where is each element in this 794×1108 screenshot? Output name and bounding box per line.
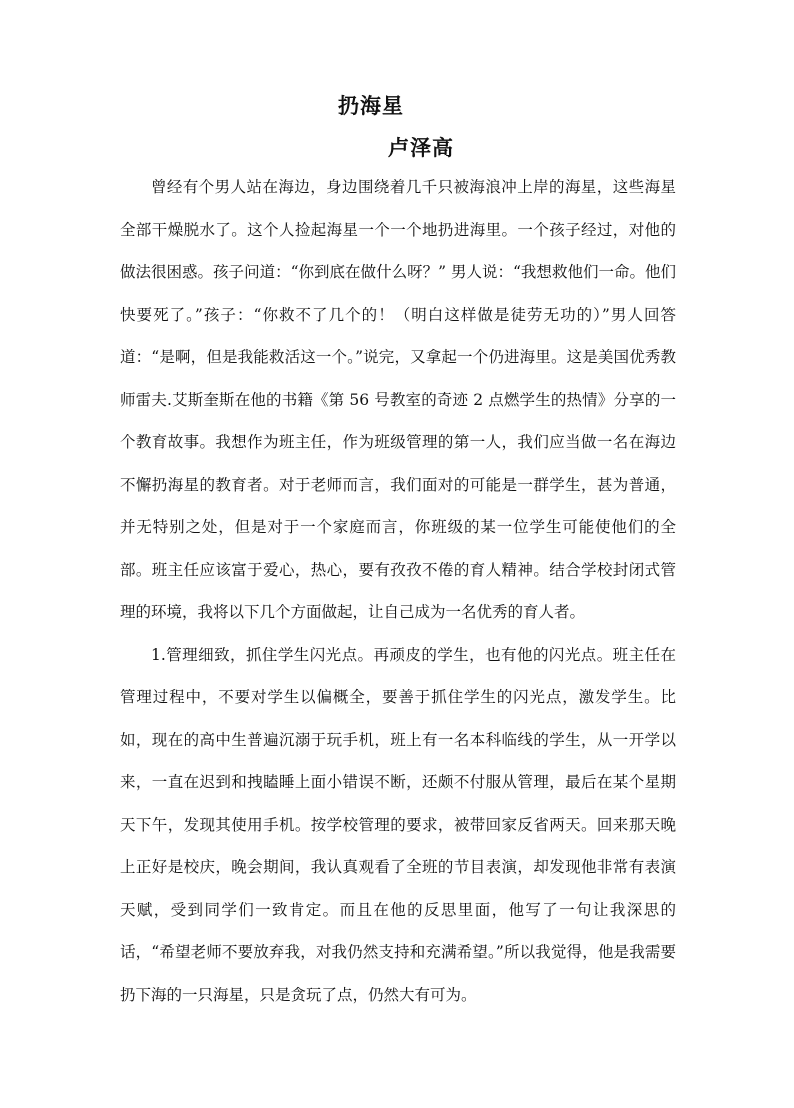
body-paragraph-point-1: 1.管理细致，抓住学生闪光点。再顽皮的学生，也有他的闪光点。班主任在管理过程中，不要对学生以偏概全，要善于抓住学生的闪光点，激发学生。比如，现在的高中生普遍沉溺于玩手机，班上有一名本科临线的学生，从一开学以来，一直在迟到和拽瞌睡上面小错误不断，还颇不付服从管理，最后在某个星期天下午，发现其使用手机。按学校管理的要求，被带回家反省两天。回来那天晚上正好是校庆，晚会期间，我认真观看了全班的节目表演，却发现他非常有表演天赋，受到同学们一致肯定。而且在他的反思里面，他写了一句让我深思的话，“希望老师不要放弃我，对我仍然支持和充满希望。”所以我觉得，他是我需要扔下海的一只海星，只是贪玩了点，仍然大有可为。 — [120, 645, 676, 1004]
document-body — [120, 166, 676, 1016]
body-paragraph-intro: 曾经有个男人站在海边，身边围绕着几千只被海浪冲上岸的海星，这些海星全部干燥脱水了。这个人捡起海星一个一个地扔进海里。一个孩子经过，对他的做法很困惑。孩子问道：“你到底在做什么呀？” 男人说：“我想救他们一命。他们快要死了。”孩子：“你救不了几个的！（明白这样做是徒劳无功的）”男人回答道：“是啊，但是我能救活这一个。”说完，又拿起一个仍进海里。这是美国优秀教师雷夫.艾斯奎斯在他的书籍《第 56 号教室的奇迹 2 点燃学生的热情》分享的一个教育故事。我想作为班主任，作为班级管理的第一人，我们应当做一名在海边不懈扔海星的教育者。对于老师而言，我们面对的可能是一群学生，甚为普通，并无特别之处，但是对于一个家庭而言，你班级的某一位学生可能使他们的全部。班主任应该富于爱心，热心，要有孜孜不倦的育人精神。结合学校封闭式管理的环境，我将以下几个方面做起，让自己成为一名优秀的育人者。 — [120, 178, 676, 621]
document-author: 卢泽高 — [388, 136, 454, 160]
document-title: 扔海星 — [338, 94, 404, 118]
